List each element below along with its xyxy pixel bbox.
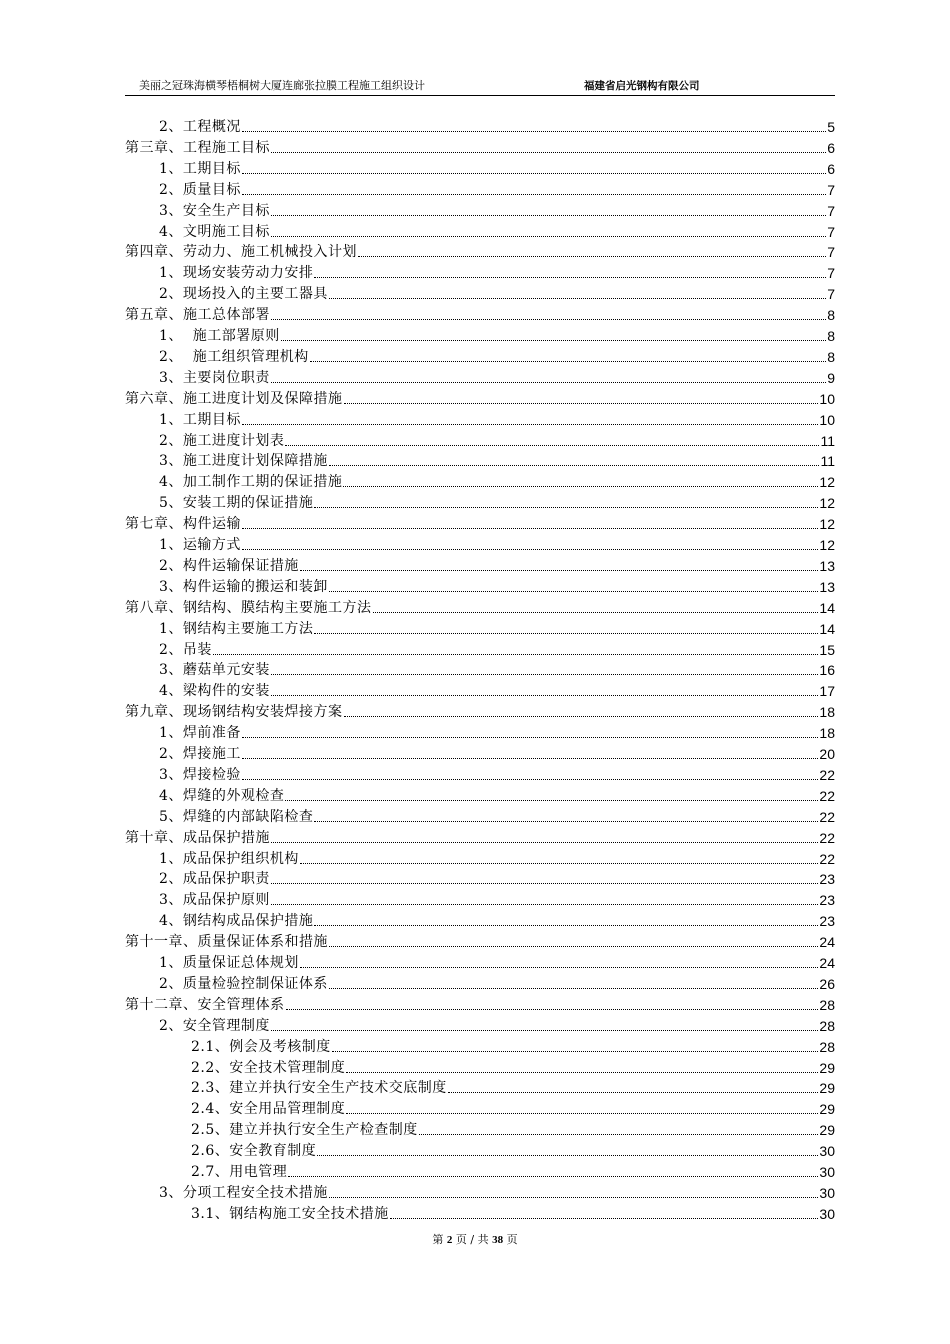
toc-entry[interactable] <box>125 408 835 429</box>
toc-dot-leader <box>314 821 818 822</box>
toc-dot-leader <box>329 591 819 592</box>
toc-dot-leader <box>344 403 819 404</box>
toc-entry-page-number: 30 <box>819 1184 835 1201</box>
page-footer <box>0 1231 950 1247</box>
toc-entry-page-number: 12 <box>819 537 835 553</box>
toc-entry[interactable] <box>125 115 835 136</box>
toc-entry-title: 4、钢结构成品保护措施 <box>159 913 314 930</box>
toc-dot-leader <box>271 1030 819 1031</box>
toc-entry-page-number: 6 <box>827 160 835 177</box>
toc-entry-title: 4、焊缝的外观检查 <box>159 787 285 804</box>
toc-entry-title: 1、工期目标 <box>159 411 241 428</box>
toc-entry-title: 2.1、例会及考核制度 <box>191 1038 331 1055</box>
toc-entry[interactable] <box>125 199 835 220</box>
toc-entry-title: 2、质量检验控制保证体系 <box>159 975 328 992</box>
toc-entry-title: 5、焊缝的内部缺陷检查 <box>159 808 314 825</box>
toc-entry-title: 3、主要岗位职责 <box>159 369 270 386</box>
toc-entry-page-number: 7 <box>827 286 835 303</box>
toc-entry-page-number: 29 <box>819 1059 835 1076</box>
toc-entry-page-number: 16 <box>819 662 835 679</box>
toc-entry-page-number: 30 <box>819 1164 835 1180</box>
toc-entry-page-number: 22 <box>819 766 835 783</box>
toc-dot-leader <box>390 1218 819 1219</box>
toc-dot-leader <box>281 340 826 341</box>
toc-entry[interactable] <box>125 972 835 993</box>
toc-entry-title: 第三章、工程施工目标 <box>125 139 270 156</box>
toc-entry-page-number: 23 <box>819 913 835 930</box>
toc-entry[interactable] <box>125 178 835 199</box>
toc-entry-page-number: 11 <box>820 453 835 470</box>
toc-entry-title: 5、安装工期的保证措施 <box>159 495 314 512</box>
toc-dot-leader <box>271 382 826 383</box>
toc-dot-leader <box>343 486 818 487</box>
toc-dot-leader <box>288 1176 818 1177</box>
toc-dot-leader <box>300 570 819 571</box>
toc-dot-leader <box>358 256 826 257</box>
toc-entry-title: 第四章、劳动力、施工机械投入计划 <box>125 244 357 261</box>
toc-entry-page-number: 23 <box>819 892 835 909</box>
toc-entry-page-number: 11 <box>820 432 835 449</box>
toc-entry[interactable] <box>125 512 835 533</box>
toc-entry-title: 3、分项工程安全技术措施 <box>159 1184 328 1201</box>
toc-dot-leader <box>329 1197 819 1198</box>
toc-entry[interactable] <box>125 157 835 178</box>
toc-entry-page-number: 28 <box>819 1038 835 1055</box>
toc-entry-page-number: 10 <box>819 390 835 407</box>
toc-entry[interactable] <box>125 721 835 742</box>
toc-entry-title: 2.6、安全教育制度 <box>191 1143 317 1160</box>
toc-entry[interactable] <box>125 575 835 596</box>
toc-entry-title: 1、焊前准备 <box>159 725 241 742</box>
toc-entry[interactable] <box>125 742 835 763</box>
toc-dot-leader <box>300 863 819 864</box>
toc-dot-leader <box>271 904 819 905</box>
toc-entry-title: 第七章、构件运输 <box>125 516 241 533</box>
toc-entry-title: 1、质量保证总体规划 <box>159 955 299 971</box>
toc-entry-page-number: 30 <box>819 1205 835 1222</box>
toc-entry[interactable] <box>125 491 835 512</box>
toc-dot-leader <box>419 1134 819 1135</box>
toc-dot-leader <box>286 1009 819 1010</box>
toc-entry-page-number: 17 <box>819 683 835 700</box>
toc-entry-page-number: 9 <box>827 369 835 386</box>
toc-entry-page-number: 12 <box>819 495 835 512</box>
toc-dot-leader <box>300 967 819 968</box>
toc-entry[interactable] <box>125 387 835 408</box>
footer-page-number: 2 <box>446 1234 453 1246</box>
toc-dot-leader <box>373 612 819 613</box>
toc-entry[interactable] <box>125 136 835 157</box>
toc-dot-leader <box>242 131 826 132</box>
toc-entry-page-number: 28 <box>819 1017 835 1034</box>
toc-entry-title: 2.4、安全用品管理制度 <box>191 1101 346 1118</box>
toc-entry-title: 2.2、安全技术管理制度 <box>191 1059 346 1076</box>
toc-dot-leader <box>329 946 818 947</box>
toc-entry-title: 4、梁构件的安装 <box>159 683 270 700</box>
toc-entry[interactable] <box>125 554 835 575</box>
toc-entry-page-number: 7 <box>827 244 835 261</box>
toc-entry-page-number: 29 <box>819 1101 835 1118</box>
toc-dot-leader <box>271 319 826 320</box>
toc-entry[interactable] <box>125 638 835 659</box>
toc-entry-title: 1、现场安装劳动力安排 <box>159 265 314 282</box>
toc-entry[interactable] <box>125 1035 835 1056</box>
toc-entry-page-number: 14 <box>819 599 835 616</box>
toc-dot-leader <box>242 779 819 780</box>
toc-entry-page-number: 23 <box>819 871 835 888</box>
toc-entry-title: 第八章、钢结构、膜结构主要施工方法 <box>125 599 372 616</box>
toc-dot-leader <box>332 1051 819 1052</box>
toc-dot-leader <box>346 1113 818 1114</box>
toc-dot-leader <box>448 1092 819 1093</box>
toc-entry[interactable] <box>125 1118 835 1139</box>
toc-entry-title: 2.5、建立并执行安全生产检查制度 <box>191 1122 418 1139</box>
toc-entry[interactable] <box>125 1181 835 1202</box>
toc-entry-page-number: 22 <box>819 808 835 825</box>
toc-entry-page-number: 5 <box>827 119 835 135</box>
toc-entry-title: 3、成品保护原则 <box>159 892 270 909</box>
toc-dot-leader <box>271 152 826 153</box>
toc-entry-page-number: 8 <box>827 307 835 324</box>
toc-dot-leader <box>242 173 826 174</box>
toc-entry[interactable] <box>125 303 835 324</box>
toc-entry-page-number: 7 <box>827 181 835 198</box>
toc-entry-title: 2、 施工组织管理机构 <box>159 348 309 365</box>
header-company-name: 福建省启光钢构有限公司 <box>584 80 700 92</box>
toc-entry[interactable] <box>125 1097 835 1118</box>
toc-entry[interactable] <box>125 1139 835 1160</box>
toc-entry-title: 2、焊接施工 <box>159 746 241 762</box>
toc-entry-page-number: 30 <box>819 1143 835 1160</box>
toc-entry-page-number: 7 <box>827 202 835 219</box>
toc-entry-page-number: 10 <box>819 411 835 428</box>
toc-entry-title: 2、施工进度计划表 <box>159 432 285 449</box>
toc-dot-leader <box>329 988 819 989</box>
toc-dot-leader <box>329 298 826 299</box>
toc-entry[interactable] <box>125 658 835 679</box>
toc-entry-title: 2、工程概况 <box>159 119 241 135</box>
toc-entry-page-number: 22 <box>819 850 835 867</box>
toc-entry-title: 2、安全管理制度 <box>159 1017 270 1034</box>
toc-entry-title: 1、钢结构主要施工方法 <box>159 620 314 637</box>
toc-entry-title: 4、文明施工目标 <box>159 223 270 240</box>
toc-entry[interactable] <box>125 240 835 261</box>
toc-entry-page-number: 24 <box>819 934 835 951</box>
toc-entry[interactable] <box>125 533 835 554</box>
toc-entry-title: 3.1、钢结构施工安全技术措施 <box>191 1205 389 1222</box>
toc-entry[interactable] <box>125 449 835 470</box>
toc-entry-page-number: 29 <box>819 1122 835 1139</box>
toc-entry[interactable] <box>125 261 835 282</box>
toc-entry-title: 3、安全生产目标 <box>159 202 270 219</box>
toc-dot-leader <box>213 654 819 655</box>
toc-entry-title: 4、加工制作工期的保证措施 <box>159 474 343 491</box>
footer-prefix: 第 <box>432 1233 447 1246</box>
toc-entry-page-number: 24 <box>819 955 835 971</box>
toc-entry-page-number: 7 <box>827 265 835 282</box>
toc-entry[interactable] <box>125 282 835 303</box>
page-header <box>125 78 835 96</box>
toc-entry-page-number: 20 <box>819 746 835 762</box>
toc-entry-page-number: 7 <box>827 223 835 240</box>
toc-dot-leader <box>242 737 819 738</box>
toc-entry[interactable] <box>125 220 835 241</box>
toc-entry-title: 1、工期目标 <box>159 160 241 177</box>
toc-entry-page-number: 22 <box>819 829 835 846</box>
toc-entry[interactable] <box>125 867 835 888</box>
toc-entry-page-number: 12 <box>819 516 835 533</box>
toc-entry[interactable] <box>125 700 835 721</box>
toc-entry-page-number: 28 <box>819 996 835 1013</box>
toc-dot-leader <box>271 842 818 843</box>
toc-entry-title: 3、蘑菇单元安装 <box>159 662 270 679</box>
toc-entry-title: 3、焊接检验 <box>159 766 241 783</box>
toc-entry[interactable] <box>125 763 835 784</box>
toc-dot-leader <box>285 800 818 801</box>
toc-entry[interactable] <box>125 679 835 700</box>
toc-dot-leader <box>346 1072 818 1073</box>
toc-entry-page-number: 26 <box>819 975 835 992</box>
toc-entry[interactable] <box>125 847 835 868</box>
toc-entry-title: 2、质量目标 <box>159 181 241 198</box>
toc-entry[interactable] <box>125 429 835 450</box>
toc-entry[interactable] <box>125 596 835 617</box>
toc-dot-leader <box>344 716 819 717</box>
toc-entry-title: 第十章、成品保护措施 <box>125 829 270 846</box>
toc-entry-title: 第六章、施工进度计划及保障措施 <box>125 390 343 407</box>
toc-dot-leader <box>271 674 819 675</box>
toc-entry-page-number: 22 <box>819 787 835 804</box>
toc-entry[interactable] <box>125 324 835 345</box>
toc-entry-page-number: 14 <box>819 620 835 637</box>
toc-entry-page-number: 18 <box>819 704 835 721</box>
toc-dot-leader <box>242 758 819 759</box>
toc-entry-title: 2.7、用电管理 <box>191 1164 288 1180</box>
header-project-title: 美丽之冠珠海横琴梧桐树大厦连廊张拉膜工程施工组织设计 <box>139 79 425 92</box>
toc-dot-leader <box>314 633 818 634</box>
toc-entry[interactable] <box>125 1014 835 1035</box>
toc-dot-leader <box>329 465 820 466</box>
toc-entry-page-number: 12 <box>819 474 835 491</box>
toc-dot-leader <box>242 528 818 529</box>
toc-entry-title: 1、运输方式 <box>159 537 241 553</box>
toc-dot-leader <box>285 445 819 446</box>
toc-entry-page-number: 13 <box>819 578 835 595</box>
toc-entry-title: 2.3、建立并执行安全生产技术交底制度 <box>191 1080 447 1097</box>
toc-entry[interactable] <box>125 470 835 491</box>
toc-dot-leader <box>271 215 826 216</box>
toc-dot-leader <box>242 424 819 425</box>
toc-dot-leader <box>314 925 818 926</box>
footer-suffix: 页 <box>503 1233 518 1246</box>
toc-entry-title: 2、现场投入的主要工器具 <box>159 286 328 303</box>
toc-entry[interactable] <box>125 1056 835 1077</box>
toc-dot-leader <box>271 883 819 884</box>
toc-entry[interactable] <box>125 888 835 909</box>
toc-entry-title: 第五章、施工总体部署 <box>125 307 270 324</box>
toc-entry-title: 1、 施工部署原则 <box>159 328 280 344</box>
toc-entry-page-number: 29 <box>819 1080 835 1097</box>
toc-entry[interactable] <box>125 1202 835 1223</box>
toc-dot-leader <box>271 236 826 237</box>
toc-entry-title: 3、施工进度计划保障措施 <box>159 453 328 470</box>
toc-entry-title: 2、吊装 <box>159 641 212 658</box>
toc-entry[interactable] <box>125 951 835 972</box>
footer-total-pages: 38 <box>492 1234 504 1246</box>
toc-entry[interactable] <box>125 784 835 805</box>
toc-entry[interactable] <box>125 366 835 387</box>
toc-entry-page-number: 8 <box>827 348 835 365</box>
toc-dot-leader <box>310 361 826 362</box>
toc-entry[interactable] <box>125 930 835 951</box>
toc-entry[interactable] <box>125 1160 835 1181</box>
toc-entry-title: 2、构件运输保证措施 <box>159 557 299 574</box>
toc-entry-page-number: 6 <box>827 139 835 156</box>
toc-entry[interactable] <box>125 617 835 638</box>
toc-entry[interactable] <box>125 1076 835 1097</box>
toc-entry-title: 3、构件运输的搬运和装卸 <box>159 578 328 595</box>
toc-entry-title: 2、成品保护职责 <box>159 871 270 888</box>
toc-entry-page-number: 8 <box>827 328 835 344</box>
toc-entry-page-number: 15 <box>819 641 835 658</box>
toc-dot-leader <box>242 549 819 550</box>
toc-entry-page-number: 18 <box>819 725 835 742</box>
toc-dot-leader <box>242 194 826 195</box>
toc-dot-leader <box>314 277 826 278</box>
toc-dot-leader <box>317 1155 818 1156</box>
toc-entry-title: 第十一章、质量保证体系和措施 <box>125 934 328 951</box>
toc-entry[interactable] <box>125 826 835 847</box>
toc-entry-title: 第九章、现场钢结构安装焊接方案 <box>125 704 343 721</box>
toc-entry-page-number: 13 <box>819 557 835 574</box>
toc-entry[interactable] <box>125 805 835 826</box>
toc-entry[interactable] <box>125 993 835 1014</box>
toc-entry-title: 1、成品保护组织机构 <box>159 850 299 867</box>
footer-middle: 页 / 共 <box>452 1233 493 1246</box>
toc-dot-leader <box>314 507 818 508</box>
toc-entry[interactable] <box>125 345 835 366</box>
toc-dot-leader <box>271 695 819 696</box>
toc-entry-title: 第十二章、安全管理体系 <box>125 996 285 1013</box>
toc-entry[interactable] <box>125 909 835 930</box>
